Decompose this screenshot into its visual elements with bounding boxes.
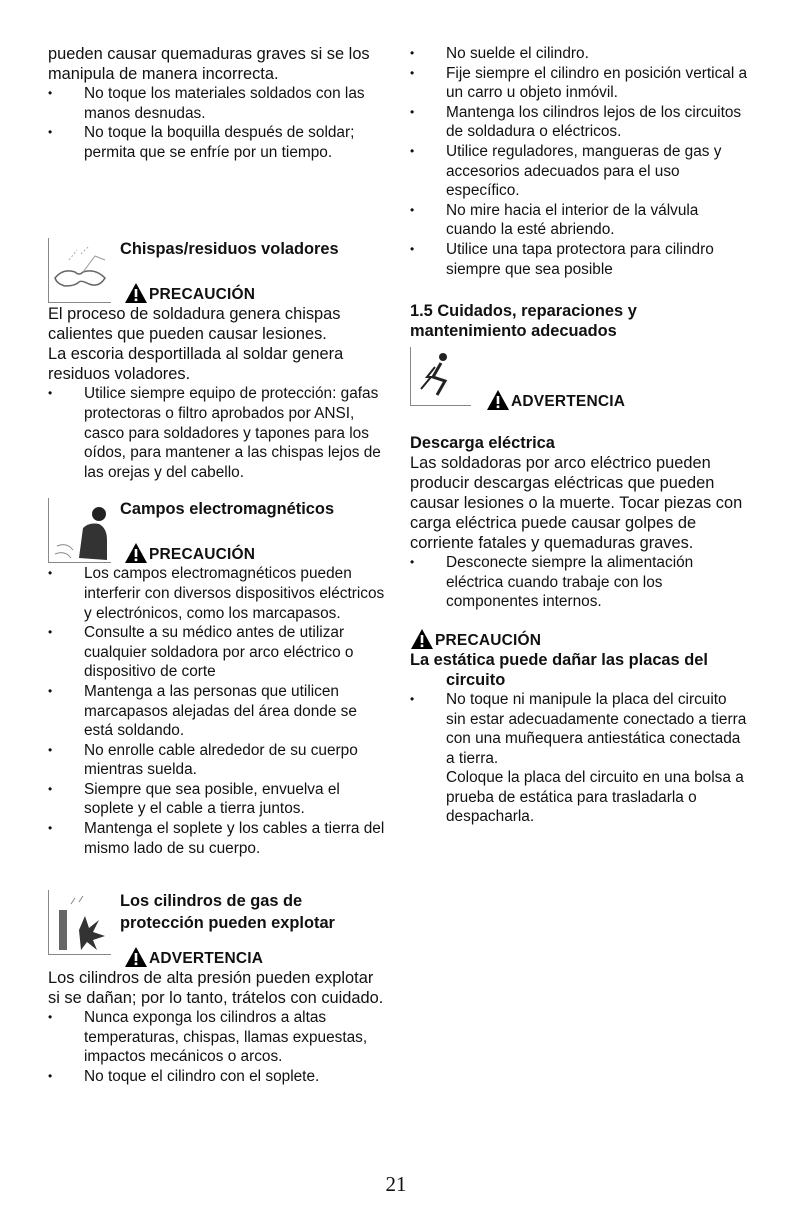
- sparks-paragraph-1: El proceso de soldadura genera chispas calientes que pueden causar lesiones.: [48, 305, 341, 344]
- exploding-cylinder-icon: [48, 890, 111, 955]
- caution-label: [410, 628, 750, 650]
- safety-goggles-icon: [48, 238, 111, 303]
- warning-triangle-icon: [486, 389, 510, 411]
- list-item: • Mantenga a las personas que utilicen marcapasos alejadas del área donde se está soldando.: [48, 682, 388, 741]
- intro-paragraph: pueden causar quemaduras graves si se los manipula de manera incorrecta.: [48, 45, 370, 83]
- list-item: • Utilice reguladores, mangueras de gas y accesorios adecuados para el uso específico.: [410, 142, 750, 201]
- pacemaker-person-icon: [48, 498, 111, 563]
- electric-shock-icon: [410, 347, 471, 406]
- care-warning-header: [410, 347, 750, 411]
- list-item: • Nunca exponga los cilindros a altas temperaturas, chispas, llamas expuestas, impactos mecánicos o arcos.: [48, 1008, 388, 1067]
- cylinders-section-header: [48, 890, 388, 968]
- left-column: [48, 44, 388, 1087]
- cylinders-bullet-list: [48, 1008, 388, 1086]
- list-item: • Mantenga los cilindros lejos de los circuitos de soldadura o eléctricos.: [410, 103, 750, 142]
- list-item: • No mire hacia el interior de la válvula cuando la esté abriendo.: [410, 201, 750, 240]
- list-item: • Utilice siempre equipo de protección: gafas protectoras o filtro aprobados por ANSI, casco para soldadores y tapones para los oídos, para mantener a las chispas lejos de las orejas y del cabello.: [48, 384, 388, 482]
- shock-paragraph: Las soldadoras por arco eléctrico pueden producir descargas eléctricas que pueden causar lesiones o la muerte. Tocar piezas con carga eléctrica puede causar golpes de corriente fatales y quemaduras graves.: [410, 454, 743, 553]
- caution-label: [124, 282, 255, 304]
- list-item: • Mantenga el soplete y los cables a tierra del mismo lado de su cuerpo.: [48, 819, 388, 858]
- warning-triangle-icon: [124, 946, 148, 968]
- list-item: • Fije siempre el cilindro en posición vertical a un carro u objeto inmóvil.: [410, 64, 750, 103]
- list-item: • No suelde el cilindro.: [410, 44, 750, 64]
- sparks-paragraph-2: La escoria desportillada al soldar genera residuos voladores.: [48, 345, 344, 384]
- warning-triangle-icon: [124, 282, 148, 304]
- static-follow-paragraph: Coloque la placa del circuito en una bolsa a prueba de estática para trasladarla o despacharla.: [446, 769, 744, 826]
- sparks-bullet-list: [48, 384, 388, 482]
- page-number: 21: [385, 1172, 407, 1196]
- list-item: • Consulte a su médico antes de utilizar cualquier soldadora por arco eléctrico o dispositivo de corte: [48, 623, 388, 682]
- intro-bullet-list: [48, 84, 388, 162]
- emf-section-header: [48, 498, 388, 564]
- warning-label: [124, 946, 263, 968]
- section-title: Chispas/residuos voladores: [120, 240, 339, 259]
- list-item: • No toque el cilindro con el soplete.: [48, 1067, 388, 1087]
- warning-text: ADVERTENCIA: [511, 393, 626, 411]
- static-heading: La estática puede dañar las placas del circuito: [410, 650, 708, 689]
- list-item: • Desconecte siempre la alimentación eléctrica cuando trabaje con los componentes internos.: [410, 553, 750, 612]
- sparks-section-header: [48, 238, 388, 304]
- warning-triangle-icon: [124, 542, 148, 564]
- warning-triangle-icon: [410, 628, 434, 650]
- right-column: [410, 44, 750, 827]
- section-title: Los cilindros de gas de protección pueden explotar: [120, 892, 335, 933]
- care-heading: 1.5 Cuidados, reparaciones y mantenimiento adecuados: [410, 302, 637, 341]
- warning-label: [486, 389, 625, 411]
- caution-label: [124, 542, 255, 564]
- list-item: • No toque la boquilla después de soldar; permita que se enfríe por un tiempo.: [48, 123, 388, 162]
- list-item: • No toque ni manipule la placa del circuito sin estar adecuadamente conectado a tierra con una muñequera antiestática conectada a tierra.: [410, 690, 750, 768]
- list-item: • Siempre que sea posible, envuelva el soplete y el cable a tierra juntos.: [48, 780, 388, 819]
- warning-text: ADVERTENCIA: [149, 950, 264, 968]
- list-item: • Utilice una tapa protectora para cilindro siempre que sea posible: [410, 240, 750, 279]
- cylinder-bullet-list: [410, 44, 750, 279]
- list-item: • No enrolle cable alrededor de su cuerpo mientras suelda.: [48, 741, 388, 780]
- list-item: • Los campos electromagnéticos pueden interferir con diversos dispositivos eléctricos y electrónicos, como los marcapasos.: [48, 564, 388, 623]
- shock-heading: Descarga eléctrica: [410, 434, 555, 453]
- emf-bullet-list: [48, 564, 388, 858]
- caution-text: PRECAUCIÓN: [149, 286, 256, 304]
- static-bullet-list: [410, 690, 750, 768]
- caution-text: PRECAUCIÓN: [149, 546, 256, 564]
- shock-bullet-list: [410, 553, 750, 612]
- cylinders-paragraph: Los cilindros de alta presión pueden explotar si se dañan; por lo tanto, trátelos con cuidado.: [48, 969, 384, 1008]
- section-title: Campos electromagnéticos: [120, 500, 335, 519]
- caution-text: PRECAUCIÓN: [435, 631, 542, 649]
- list-item: • No toque los materiales soldados con las manos desnudas.: [48, 84, 388, 123]
